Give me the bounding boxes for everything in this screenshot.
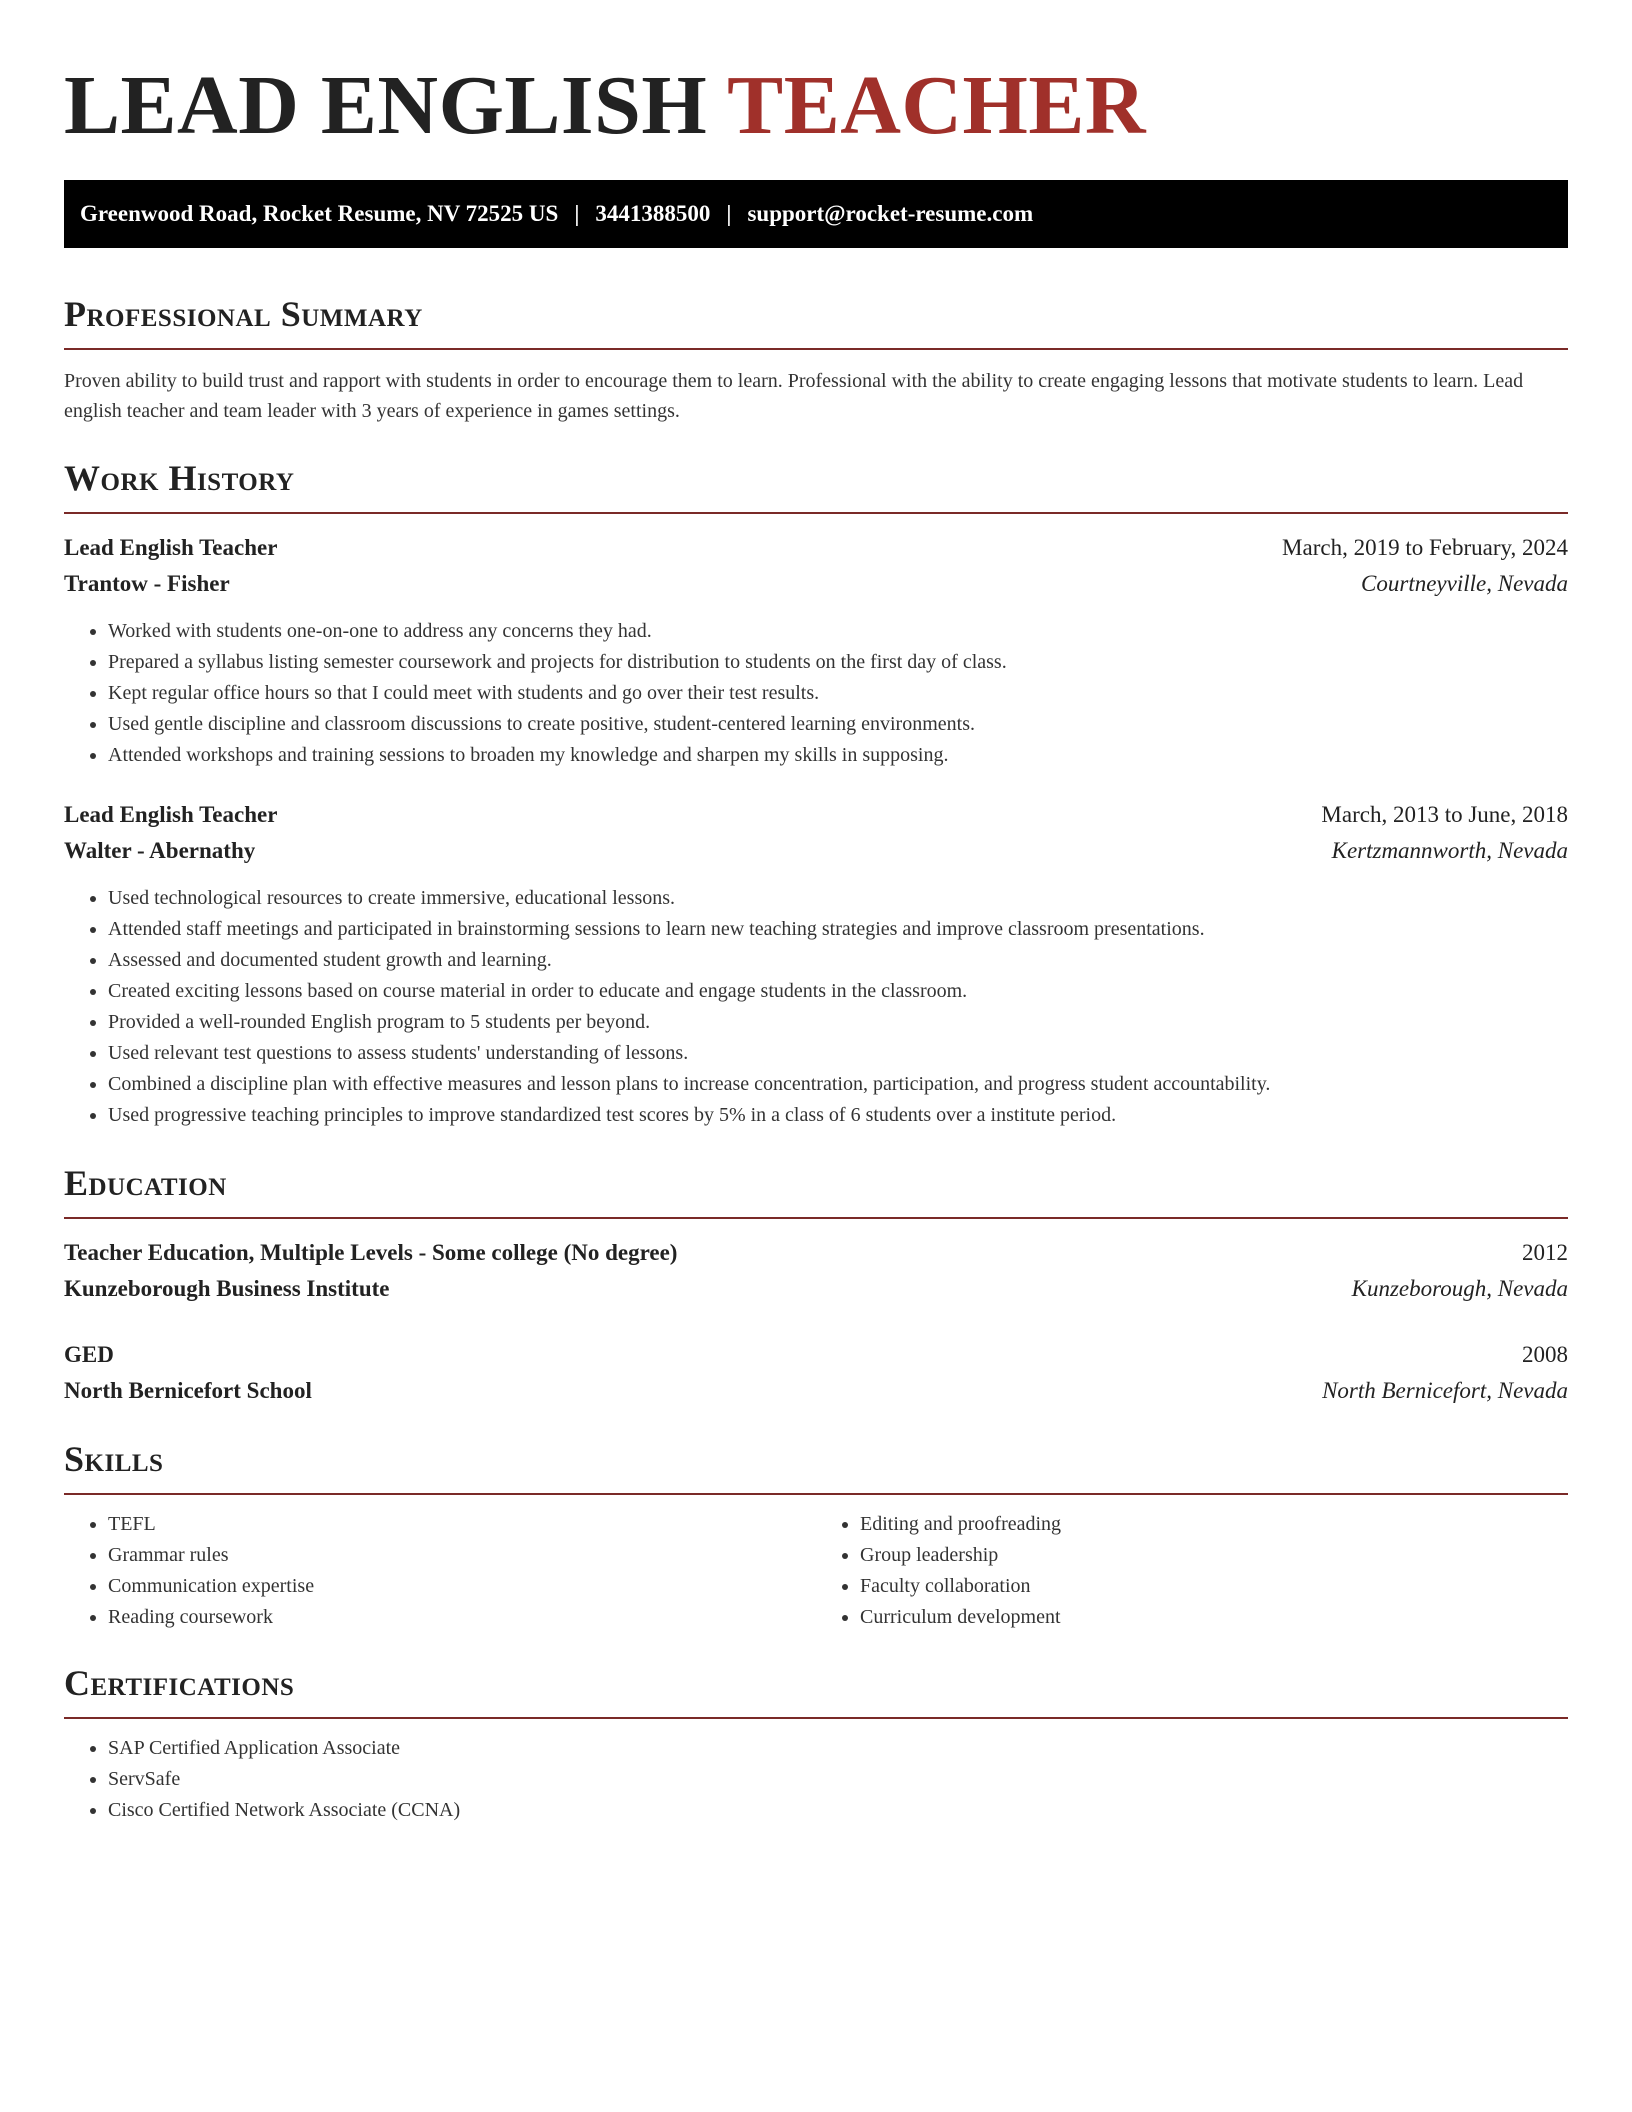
list-item: • Worked with students one-on-one to address any concerns they had. (108, 616, 1568, 647)
skills-list-right (816, 1509, 1568, 1633)
summary-text: Proven ability to build trust and rapport with students in order to encourage them to learn. Professional with the ability to create engaging lessons that motivate students to learn. Lead english teacher and team leader with 3 years of experience in games settings. (64, 370, 1524, 422)
job-header-row (64, 530, 1568, 566)
contact-phone: 3441388500 (595, 201, 711, 226)
skills-list-left (64, 1509, 816, 1633)
contact-separator: | (726, 201, 732, 226)
job-location: Kertzmannworth, Nevada (1331, 838, 1568, 863)
list-item: • Curriculum development (860, 1602, 1568, 1633)
certifications-list (64, 1733, 1568, 1826)
list-item: • Faculty collaboration (860, 1571, 1568, 1602)
job-company: Trantow - Fisher (64, 571, 230, 596)
education-school: Kunzeborough Business Institute (64, 1276, 390, 1301)
job-entry (64, 797, 1568, 1131)
education-school-row (64, 1271, 1568, 1307)
job-entry (64, 530, 1568, 771)
list-item: • Prepared a syllabus listing semester coursework and projects for distribution to students on the first day of class. (108, 647, 1568, 678)
job-duties-list (64, 616, 1568, 771)
job-title: Lead English Teacher (64, 802, 278, 827)
education-header-row (64, 1337, 1568, 1373)
education-degree: Teacher Education, Multiple Levels - Some college (No degree) (64, 1240, 678, 1265)
list-item: • Communication expertise (108, 1571, 816, 1602)
section-title-work-history: Work History (64, 458, 295, 498)
list-item: • Combined a discipline plan with effective measures and lesson plans to increase concentration, participation, and progress student accountability. (108, 1069, 1568, 1100)
education-year: 2008 (1522, 1342, 1568, 1367)
list-item: • Used gentle discipline and classroom discussions to create positive, student-centered learning environments. (108, 709, 1568, 740)
skills-section (64, 1435, 1568, 1633)
contact-bar (64, 180, 1568, 248)
education-year: 2012 (1522, 1240, 1568, 1265)
list-item: • Reading coursework (108, 1602, 816, 1633)
list-item: • Used relevant test questions to assess students' understanding of lessons. (108, 1038, 1568, 1069)
list-item: • Kept regular office hours so that I could meet with students and go over their test results. (108, 678, 1568, 709)
list-item: • ServSafe (108, 1764, 1568, 1795)
job-dates: March, 2019 to February, 2024 (1282, 535, 1568, 560)
job-company-row (64, 833, 1568, 869)
job-title: Lead English Teacher (64, 535, 278, 560)
contact-email: support@rocket-resume.com (747, 201, 1034, 226)
title-accent: TEACHER (727, 59, 1147, 152)
list-item: • Editing and proofreading (860, 1509, 1568, 1540)
list-item: • Group leadership (860, 1540, 1568, 1571)
list-item: • SAP Certified Application Associate (108, 1733, 1568, 1764)
job-location: Courtneyville, Nevada (1361, 571, 1568, 596)
job-company: Walter - Abernathy (64, 838, 256, 863)
title-first: LEAD ENGLISH (64, 59, 708, 152)
resume-title (64, 58, 1568, 154)
education-location: North Bernicefort, Nevada (1322, 1378, 1568, 1403)
certifications-section (64, 1659, 1568, 1826)
contact-address: Greenwood Road, Rocket Resume, NV 72525 US (80, 201, 559, 226)
job-header-row (64, 797, 1568, 833)
section-divider (64, 348, 1568, 350)
contact-separator: | (574, 201, 580, 226)
section-title-education: Education (64, 1163, 227, 1203)
skills-grid (64, 1509, 1568, 1633)
list-item: • Grammar rules (108, 1540, 816, 1571)
section-title-summary: Professional Summary (64, 294, 423, 334)
list-item: • Attended staff meetings and participated in brainstorming sessions to learn new teaching strategies and improve classroom presentations. (108, 914, 1568, 945)
education-school-row (64, 1373, 1568, 1409)
section-divider (64, 1217, 1568, 1219)
education-school: North Bernicefort School (64, 1378, 312, 1403)
education-location: Kunzeborough, Nevada (1351, 1276, 1568, 1301)
list-item: • Cisco Certified Network Associate (CCNA) (108, 1795, 1568, 1826)
list-item: • Attended workshops and training sessions to broaden my knowledge and sharpen my skills in supposing. (108, 740, 1568, 771)
section-divider (64, 1717, 1568, 1719)
list-item: • TEFL (108, 1509, 816, 1540)
work-history-section (64, 454, 1568, 1131)
list-item: • Used technological resources to create immersive, educational lessons. (108, 883, 1568, 914)
summary-section (64, 290, 1568, 426)
education-header-row (64, 1235, 1568, 1271)
job-duties-list (64, 883, 1568, 1131)
education-section (64, 1159, 1568, 1409)
section-title-certifications: Certifications (64, 1663, 295, 1703)
job-dates: March, 2013 to June, 2018 (1321, 802, 1568, 827)
section-divider (64, 512, 1568, 514)
education-entry (64, 1235, 1568, 1307)
section-divider (64, 1493, 1568, 1495)
list-item: • Assessed and documented student growth and learning. (108, 945, 1568, 976)
list-item: • Provided a well-rounded English program to 5 students per beyond. (108, 1007, 1568, 1038)
job-company-row (64, 566, 1568, 602)
section-title-skills: Skills (64, 1439, 164, 1479)
list-item: • Created exciting lessons based on course material in order to educate and engage students in the classroom. (108, 976, 1568, 1007)
education-degree: GED (64, 1342, 114, 1367)
education-entry (64, 1337, 1568, 1409)
list-item: • Used progressive teaching principles to improve standardized test scores by 5% in a class of 6 students over a institute period. (108, 1100, 1568, 1131)
